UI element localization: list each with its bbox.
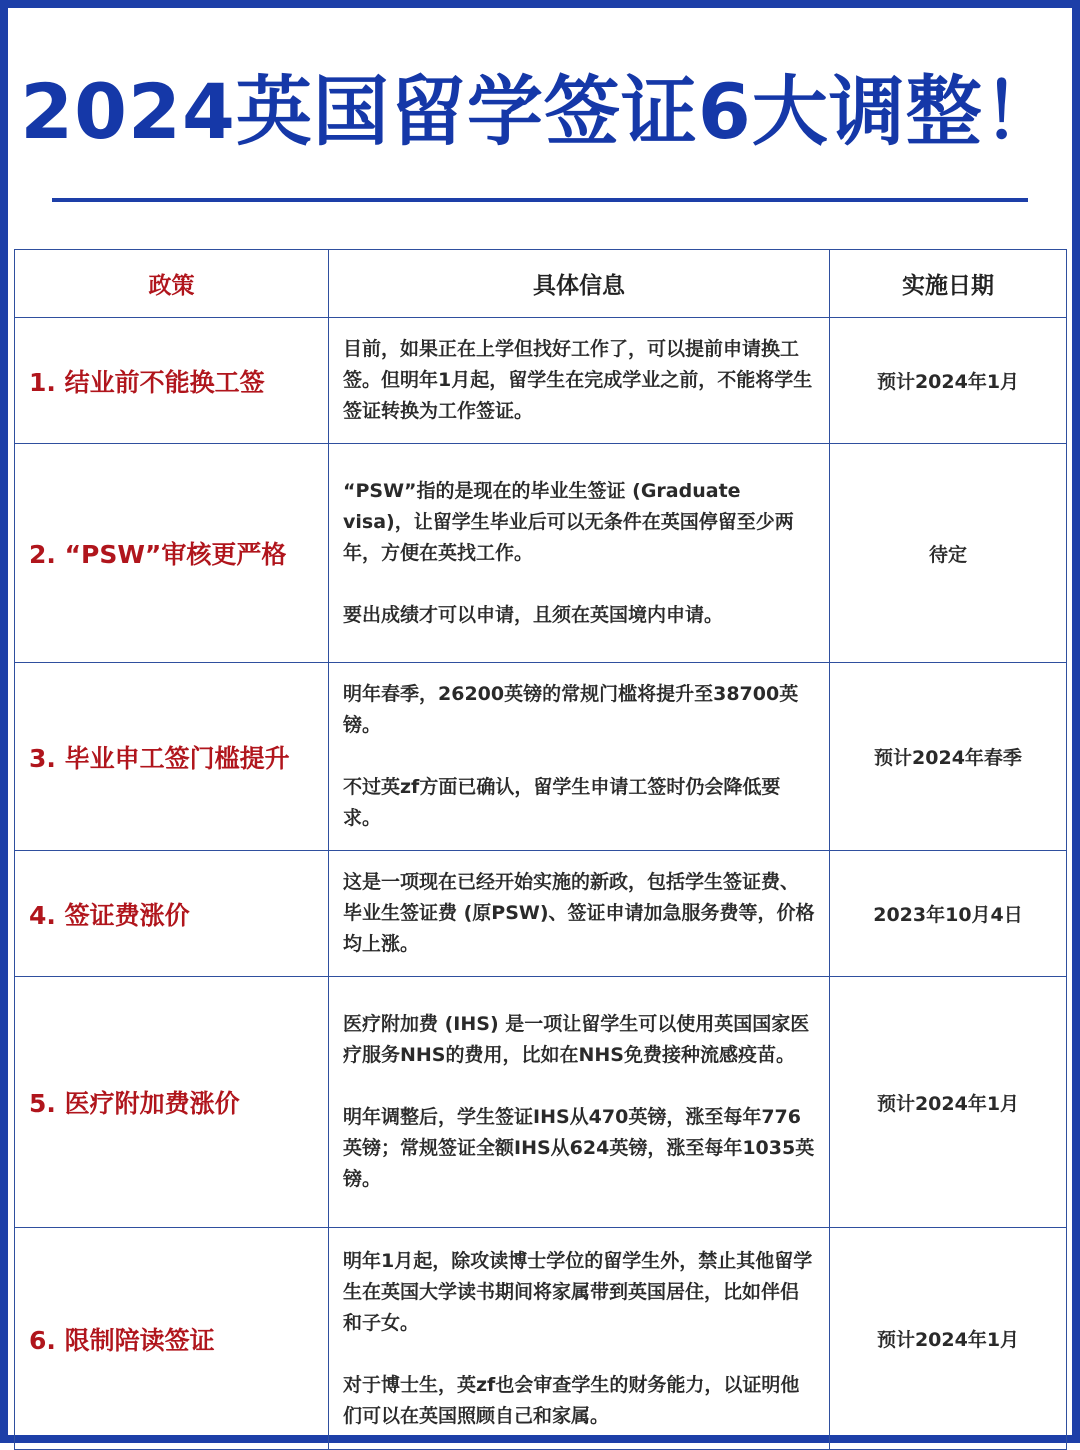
policy-name: 1. 结业前不能换工签: [15, 318, 329, 444]
policy-detail: [329, 1228, 830, 1450]
policy-name: 3. 毕业申工签门槛提升: [15, 663, 329, 851]
table-row: [15, 663, 1067, 851]
title-divider: [52, 198, 1028, 202]
detail-paragraph: 明年调整后，学生签证IHS从470英镑，涨至每年776英镑；常规签证全额IHS从624英镑，涨至每年1035英镑。: [343, 1106, 815, 1190]
detail-paragraph: 对于博士生，英zf也会审查学生的财务能力，以证明他们可以在英国照顾自己和家属。: [343, 1373, 800, 1427]
policy-date: 2023年10月4日: [830, 851, 1067, 977]
detail-paragraph: 明年1月起，除攻读博士学位的留学生外，禁止其他留学生在英国大学读书期间将家属带到英国居住，比如伴侣和子女。: [343, 1249, 813, 1334]
detail-paragraph: 不过英zf方面已确认，留学生申请工签时仍会降低要求。: [343, 776, 781, 829]
header-date: 实施日期: [830, 250, 1067, 318]
policy-date: 预计2024年1月: [830, 1228, 1067, 1450]
policy-name: 4. 签证费涨价: [15, 851, 329, 977]
table-row: [15, 318, 1067, 444]
detail-paragraph: 医疗附加费 (IHS) 是一项让留学生可以使用英国国家医疗服务NHS的费用，比如在NHS免费接种流感疫苗。: [343, 1013, 810, 1066]
header-detail: 具体信息: [329, 250, 830, 318]
header-policy: 政策: [15, 250, 329, 318]
table-row: [15, 1228, 1067, 1450]
policy-table: [14, 249, 1067, 1450]
policy-detail: [329, 444, 830, 663]
policy-date: 待定: [830, 444, 1067, 663]
table-row: [15, 851, 1067, 977]
policy-date: 预计2024年1月: [830, 318, 1067, 444]
detail-paragraph: 要出成绩才可以申请，且须在英国境内申请。: [343, 603, 724, 626]
policy-detail: [329, 318, 830, 444]
policy-name: 5. 医疗附加费涨价: [15, 977, 329, 1228]
policy-date: 预计2024年1月: [830, 977, 1067, 1228]
detail-paragraph: “PSW”指的是现在的毕业生签证 (Graduate visa)，让留学生毕业后可以无条件在英国停留至少两年，方便在英找工作。: [343, 479, 794, 564]
table-header-row: [15, 250, 1067, 318]
policy-name: 6. 限制陪读签证: [15, 1228, 329, 1450]
table-row: [15, 977, 1067, 1228]
policy-detail: [329, 977, 830, 1228]
detail-paragraph: 明年春季，26200英镑的常规门槛将提升至38700英镑。: [343, 683, 799, 736]
page-title: 2024英国留学签证6大调整！: [20, 67, 1060, 156]
policy-detail: [329, 851, 830, 977]
detail-paragraph: 目前，如果正在上学但找好工作了，可以提前申请换工签。但明年1月起，留学生在完成学业之前，不能将学生签证转换为工作签证。: [343, 338, 813, 422]
detail-paragraph: 这是一项现在已经开始实施的新政，包括学生签证费、毕业生签证费 (原PSW)、签证申请加急服务费等，价格均上涨。: [343, 871, 815, 955]
policy-name: 2. “PSW”审核更严格: [15, 444, 329, 663]
table-row: [15, 444, 1067, 663]
policy-date: 预计2024年春季: [830, 663, 1067, 851]
policy-detail: [329, 663, 830, 851]
